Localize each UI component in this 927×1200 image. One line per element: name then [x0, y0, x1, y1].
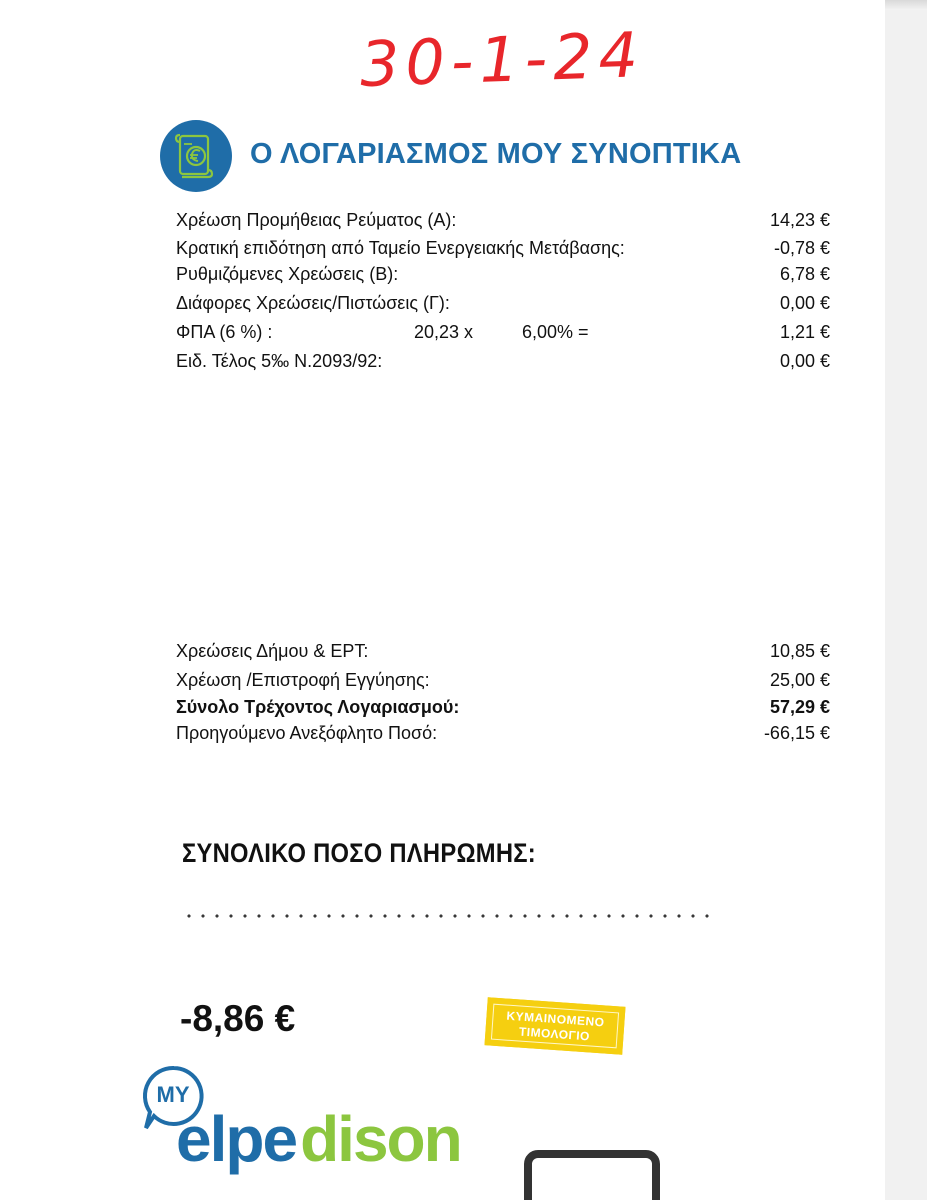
vat-base: 20,23 x: [414, 322, 474, 342]
charge-amount: 0,00 €: [779, 293, 830, 313]
charge-row-subsidy: [176, 236, 830, 260]
charge-amount: 14,23 €: [769, 210, 830, 230]
total-row-deposit: [176, 668, 830, 692]
total-amount-value: 10,85 €: [769, 641, 830, 661]
charge-row-supply: [176, 208, 830, 232]
total-label: Χρεώσεις Δήμου & ΕΡΤ:: [176, 641, 369, 661]
charge-row-regulated: [176, 262, 830, 286]
charge-row-special-fee: [176, 349, 830, 373]
total-amount-value: 25,00 €: [769, 670, 830, 690]
total-row-municipal: [176, 639, 830, 663]
variable-tariff-stamp: [484, 997, 625, 1055]
brand-logo-part2: dison: [300, 1103, 461, 1175]
charge-row-vat: [176, 320, 830, 344]
stamp-line2: ΤΙΜΟΛΟΓΙΟ: [518, 1024, 591, 1044]
stamp-line1: ΚΥΜΑΙΝΟΜΕΝΟ: [506, 1008, 605, 1030]
payment-amount: -8,86 €: [180, 998, 296, 1039]
total-amount-value: 57,29 €: [769, 697, 830, 717]
charge-amount: 6,78 €: [779, 264, 830, 284]
total-label: Χρέωση /Επιστροφή Εγγύησης:: [176, 670, 430, 690]
charge-label: Χρέωση Προμήθειας Ρεύματος (Α):: [176, 210, 457, 230]
total-label: Προηγούμενο Ανεξόφλητο Ποσό:: [176, 723, 438, 743]
charge-label: Ειδ. Τέλος 5‰ Ν.2093/92:: [176, 351, 383, 371]
charge-amount: 0,00 €: [779, 351, 830, 371]
bill-euro-icon: [160, 120, 232, 192]
brand-logo: [176, 1102, 461, 1176]
vat-rate: 6,00% =: [522, 322, 589, 342]
brand-logo-part1: elpe: [176, 1103, 297, 1175]
phone-icon: [524, 1150, 660, 1200]
total-label: Σύνολο Τρέχοντος Λογαριασμού:: [176, 697, 460, 717]
charge-amount: -0,78 €: [773, 238, 830, 258]
payment-heading: ΣΥΝΟΛΙΚΟ ΠΟΣΟ ΠΛΗΡΩΜΗΣ:: [182, 838, 536, 868]
charge-row-misc: [176, 291, 830, 315]
total-row-previous-unpaid: [176, 721, 830, 745]
total-amount-value: -66,15 €: [763, 723, 830, 743]
section-title: Ο ΛΟΓΑΡΙΑΣΜΟΣ ΜΟΥ ΣΥΝΟΠΤΙΚΑ: [250, 138, 742, 170]
charge-label: Ρυθμιζόμενες Χρεώσεις (Β):: [176, 264, 399, 284]
charge-label: Διάφορες Χρεώσεις/Πιστώσεις (Γ):: [176, 293, 450, 313]
vat-label: ΦΠΑ (6 %) :: [176, 322, 273, 342]
vat-amount: 1,21 €: [779, 322, 830, 342]
my-badge-text: MY: [156, 1082, 190, 1107]
handwritten-date: 30-1-24: [358, 18, 646, 101]
total-row-current-bill: [176, 695, 830, 719]
charge-label: Κρατική επιδότηση από Ταμείο Ενεργειακής Μετάβασης:: [176, 238, 625, 258]
dotted-separator: [182, 912, 712, 920]
